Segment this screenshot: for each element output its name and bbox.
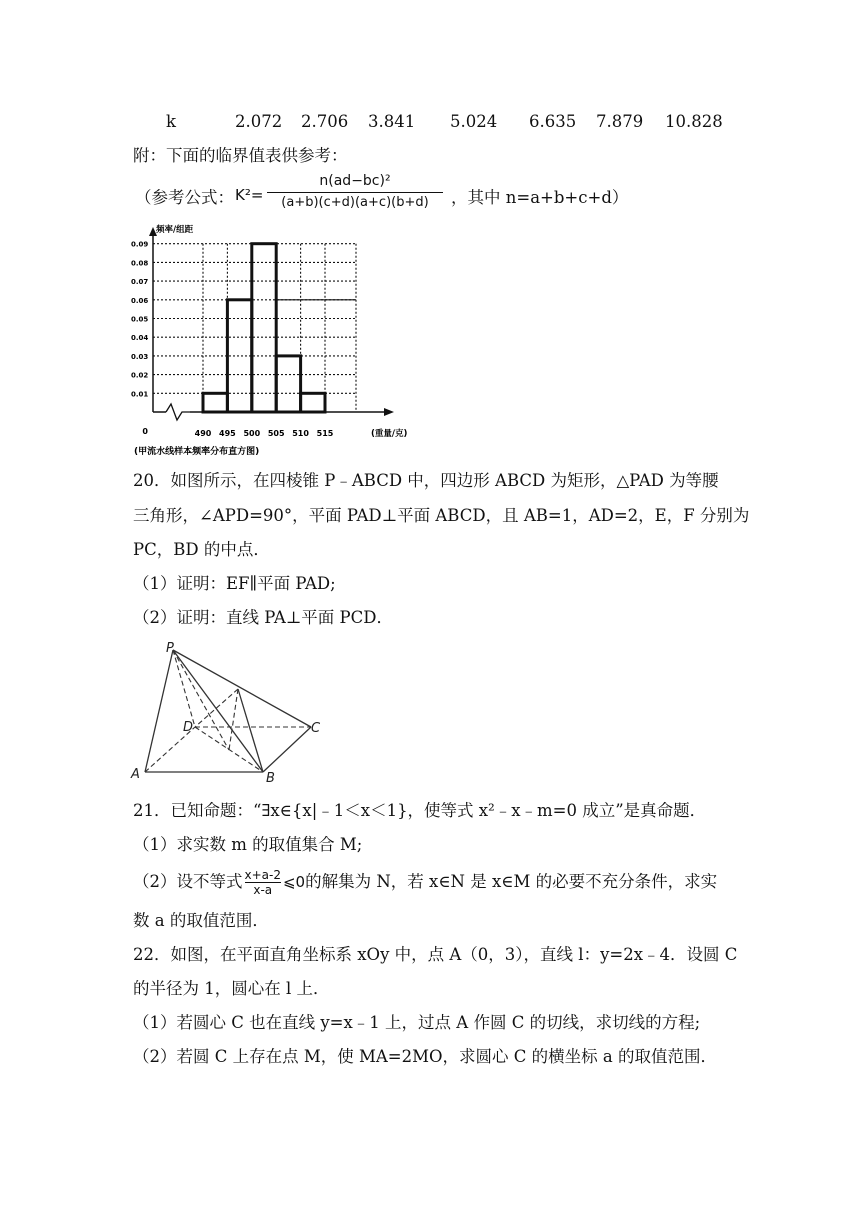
histogram-bar (276, 356, 300, 412)
formula-denominator: (a+b)(c+d)(a+c)(b+d) (281, 195, 429, 210)
k-label: k (166, 112, 176, 131)
y-tick-label: 0.05 (131, 315, 149, 324)
inequality-fraction (245, 868, 281, 897)
histogram-bar (203, 393, 227, 412)
x-tick-label: 490 (194, 429, 212, 438)
vertex-label-c: C (311, 721, 321, 736)
q21-line1: 21．已知命题：“∃x∈{x|﹣1＜x＜1}，使等式 x²﹣x﹣m=0 成立”是真命题． (133, 801, 707, 820)
vertex-label-p: P (166, 641, 174, 656)
q22-line2: 的半径为 1，圆心在 l 上． (133, 979, 330, 998)
histogram-axes (149, 227, 394, 420)
k-value: 2.706 (301, 112, 349, 131)
inequality-denominator: x-a (253, 883, 273, 897)
formula-suffix: ，其中 n=a+b+c+d） (451, 188, 629, 207)
q22-line1: 22．如图，在平面直角坐标系 xOy 中，点 A（0，3），直线 l：y=2x﹣4．设圆 C (133, 945, 738, 964)
edge-pa (145, 650, 173, 772)
q20-line1: 20．如图所示，在四棱锥 P﹣ABCD 中，四边形 ABCD 为矩形，△PAD 为等腰 (133, 471, 719, 490)
histogram-bar (301, 393, 325, 412)
histogram-bar (227, 300, 251, 412)
attachment-note: 附：下面的临界值表供参考： (133, 146, 348, 165)
y-tick-label: 0.08 (131, 259, 149, 268)
k-value: 10.828 (665, 112, 723, 131)
q21-part2-line2: 数 a 的取值范围． (133, 911, 269, 930)
q21-part1: （1）求实数 m 的取值集合 M; (133, 835, 363, 854)
q22-part2: （2）若圆 C 上存在点 M，使 MA=2MO，求圆心 C 的横坐标 a 的取值范围． (133, 1047, 717, 1066)
x-axis-arrow (384, 408, 394, 416)
chart-title: (甲流水线样本频率分布直方图) (134, 447, 260, 457)
x-tick-label: 515 (316, 429, 334, 438)
edge-pc (173, 650, 311, 727)
formula-fraction (265, 170, 445, 213)
q21-part2-suffix: 的解集为 N，若 x∈N 是 x∈M 的必要不充分条件，求实 (305, 872, 718, 891)
formula-prefix: （参考公式： (135, 188, 234, 207)
inequality-numerator: x+a-2 (244, 868, 281, 882)
critical-value-row (0, 112, 860, 136)
origin-label: 0 (142, 427, 148, 436)
y-tick-label: 0.02 (131, 371, 149, 380)
q21-part2-prefix: （2）设不等式 (133, 872, 243, 891)
vertex-label-a: A (131, 767, 140, 782)
y-tick-label: 0.09 (131, 240, 149, 249)
y-tick-label: 0.07 (131, 278, 149, 287)
formula-numerator: n(ad−bc)² (319, 173, 391, 189)
segment-ef-hidden (229, 689, 238, 750)
reference-formula (135, 170, 735, 220)
vertex-label-b: B (266, 771, 275, 785)
y-tick-label: 0.06 (131, 296, 149, 305)
x-tick-label: 495 (219, 429, 236, 438)
inequality-relation: ⩽0 (282, 873, 306, 891)
y-axis-label: 频率/组距 (156, 225, 194, 235)
q20-line3: PC，BD 的中点． (133, 540, 270, 559)
edge-pd-hidden (173, 650, 195, 727)
y-tick-label: 0.04 (131, 334, 149, 343)
q20-part1: （1）证明：EF∥平面 PAD; (133, 574, 336, 593)
segment-eb (238, 689, 263, 772)
x-tick-label: 500 (243, 429, 261, 438)
edge-pb (173, 650, 263, 772)
frequency-histogram (128, 222, 418, 464)
x-tick-label: 505 (267, 429, 285, 438)
histogram-tick-labels (131, 241, 334, 438)
segment-ed-hidden (195, 689, 238, 727)
y-tick-label: 0.01 (131, 390, 149, 399)
k-value: 2.072 (235, 112, 283, 131)
q22-part1: （1）若圆心 C 也在直线 y=x﹣1 上，过点 A 作圆 C 的切线，求切线的方程; (133, 1013, 701, 1032)
k-value: 6.635 (529, 112, 577, 131)
q20-part2: （2）证明：直线 PA⊥平面 PCD． (133, 608, 393, 627)
k-value: 3.841 (368, 112, 416, 131)
x-tick-label: 510 (292, 429, 309, 438)
formula-lhs: K²= (235, 186, 264, 204)
pyramid-figure (128, 640, 328, 785)
edge-bc (263, 727, 311, 772)
q20-line2: 三角形，∠APD=90°，平面 PAD⊥平面 ABCD，且 AB=1，AD=2，E，F 分别为 (133, 506, 750, 525)
k-value: 5.024 (450, 112, 498, 131)
histogram-bars (203, 244, 325, 412)
histogram-bar (252, 244, 276, 412)
y-tick-label: 0.03 (131, 352, 149, 361)
x-axis-label: (重量/克) (371, 429, 408, 439)
axis-break (166, 404, 190, 420)
vertex-label-d: D (183, 720, 194, 735)
k-value: 7.879 (596, 112, 644, 131)
q21-part2 (133, 868, 717, 897)
histogram-grid (153, 244, 356, 412)
